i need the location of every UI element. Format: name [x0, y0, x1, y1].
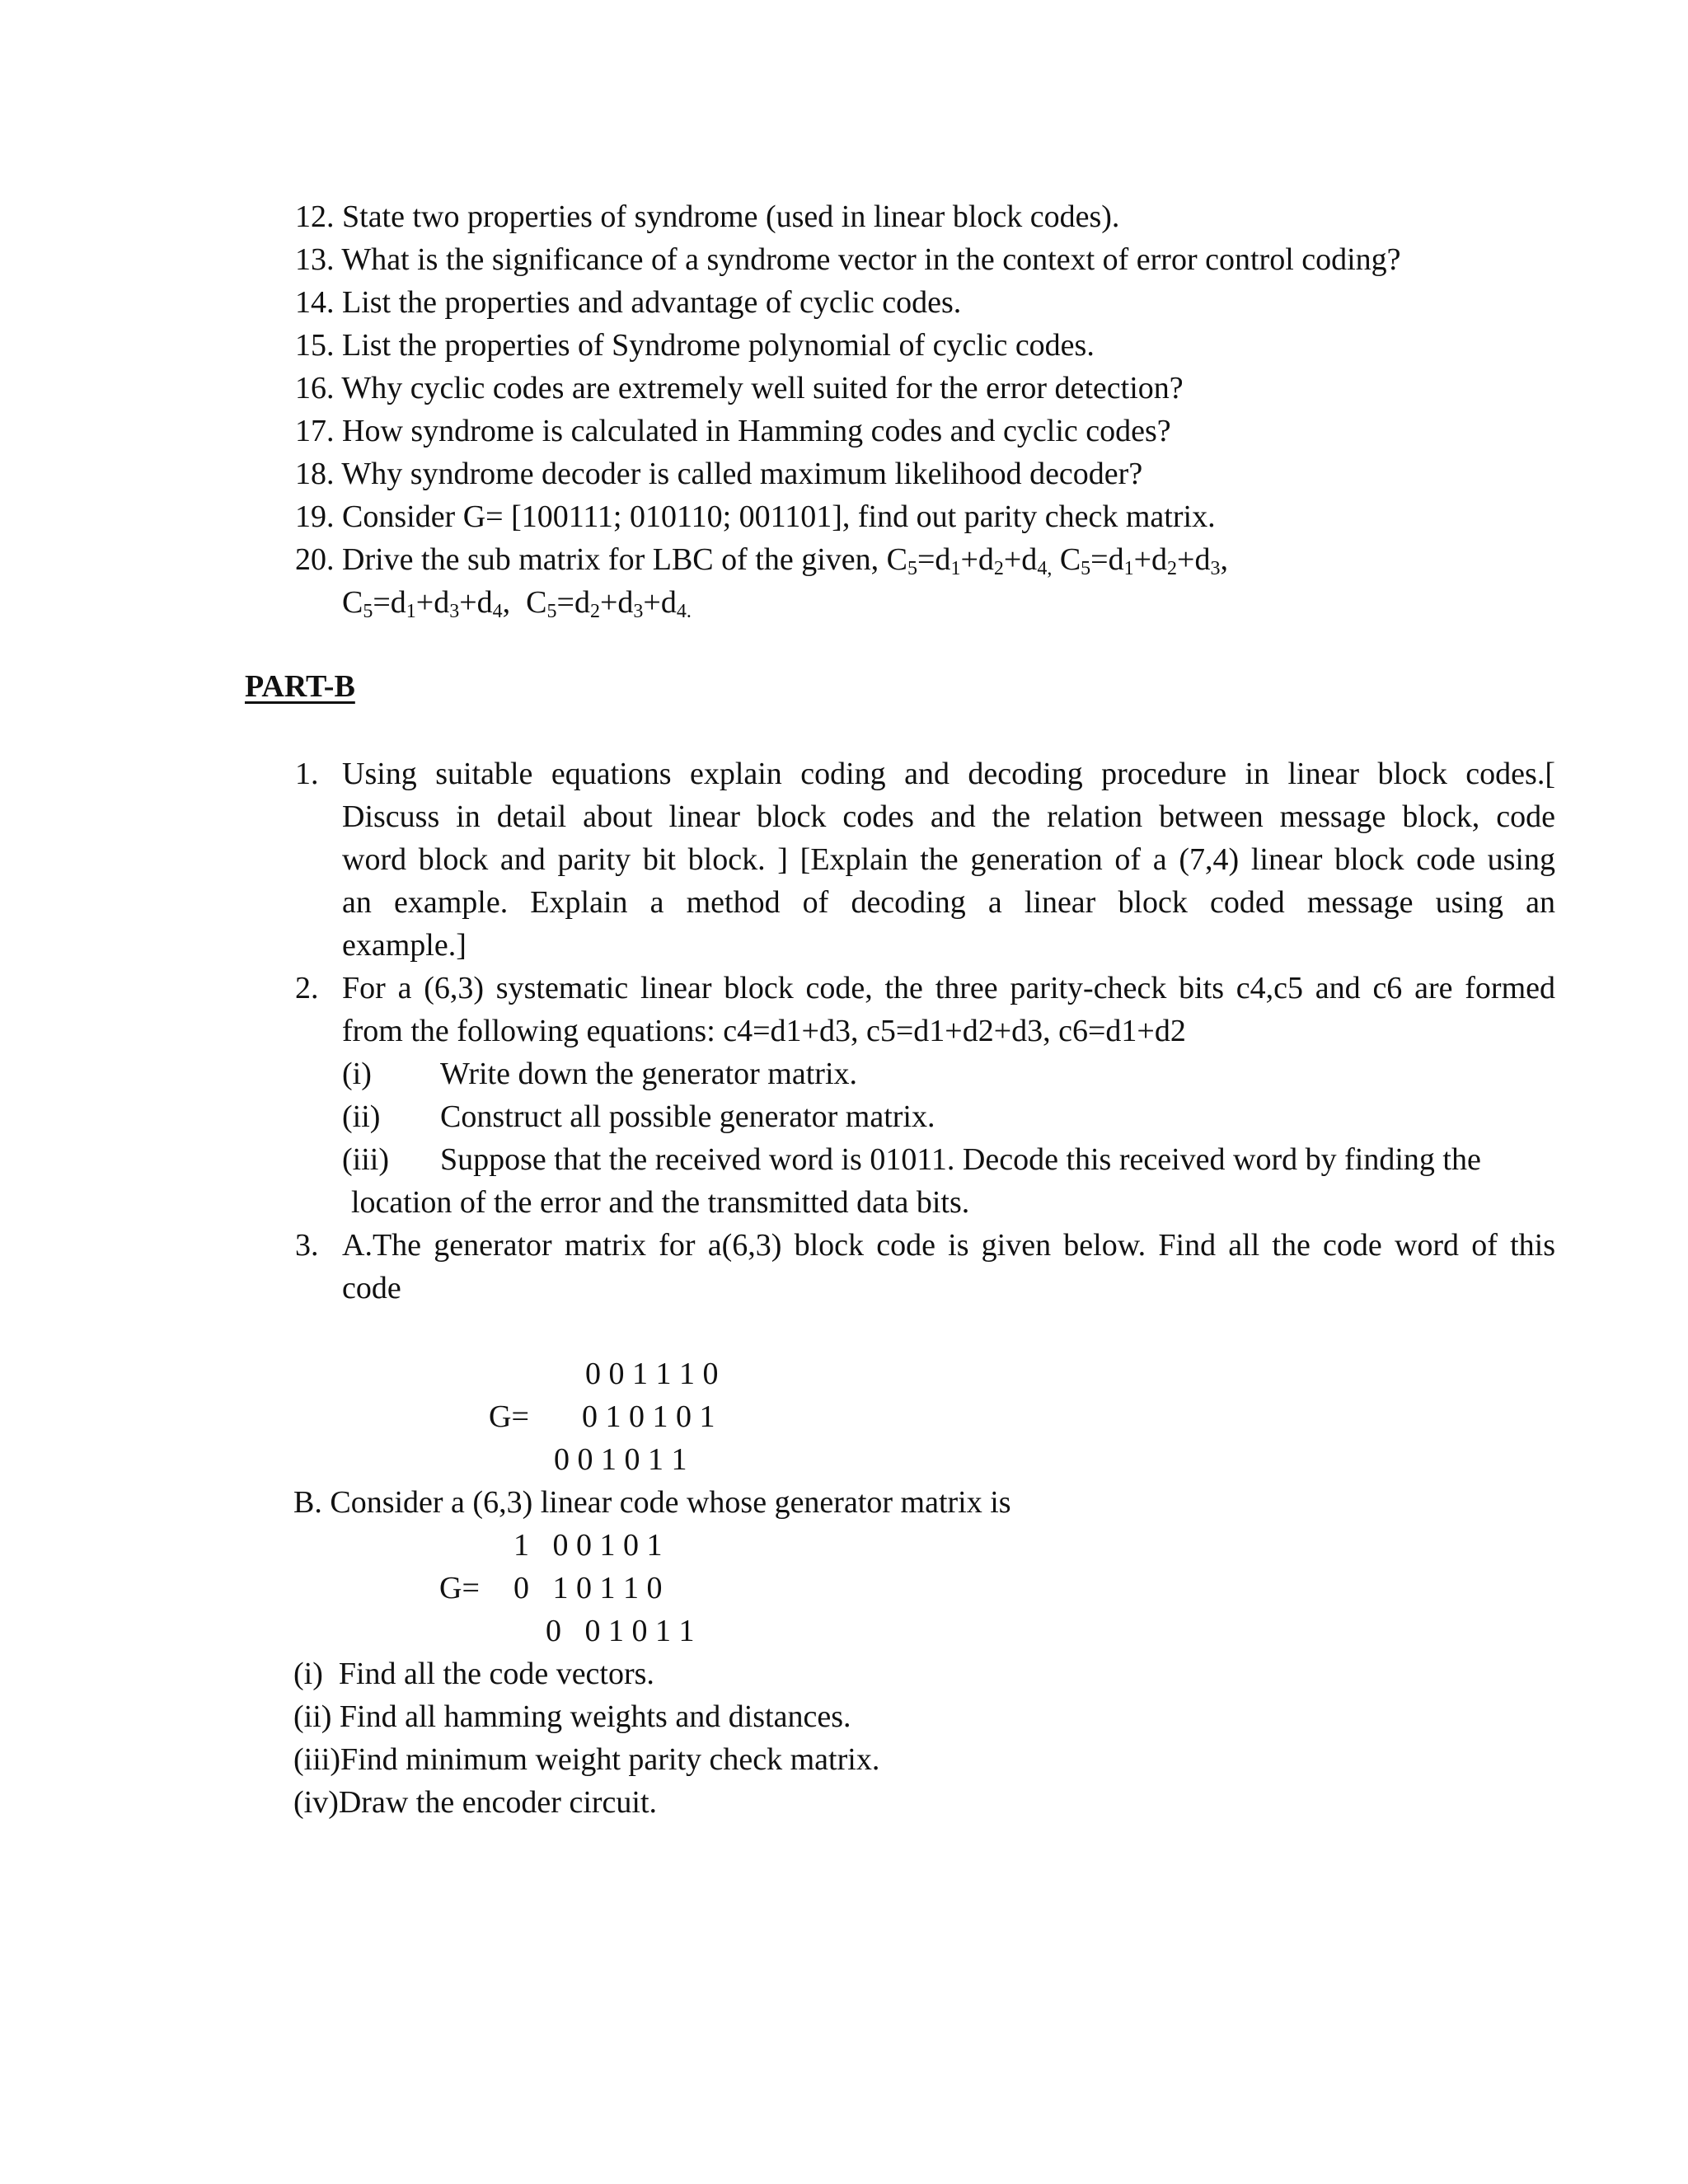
- text-line: Discuss in detail about linear block codes and the relation between message block, code: [342, 799, 1555, 834]
- question-text: Drive the sub matrix for LBC of the given,: [342, 542, 879, 577]
- question-17: [295, 415, 1171, 447]
- part-b-q2-number: 2.: [295, 971, 319, 1005]
- question-number: 12.: [295, 199, 335, 234]
- question-number: 20.: [295, 542, 335, 577]
- part-b-q2-line2: from the following equations: c4=d1+d3, c5=d1+d2+d3, c6=d1+d2: [342, 1014, 1186, 1048]
- question-20-continuation: [342, 585, 692, 622]
- part-b-q1-last-line: example.]: [342, 928, 467, 963]
- question-number: 19.: [295, 499, 335, 534]
- equation: $C_5=d_2+d_3+d_{4.}$: [526, 585, 692, 622]
- question-text: List the properties and advantage of cyclic codes.: [342, 285, 962, 320]
- matrix-a-row-3: 0 0 1 0 1 1: [554, 1442, 687, 1477]
- question-13: [295, 244, 1401, 275]
- subpart-label: (ii): [342, 1099, 381, 1134]
- subpart-text: Construct all possible generator matrix.: [440, 1099, 935, 1134]
- matrix-b-row-1: 1 0 0 1 0 1: [513, 1528, 663, 1563]
- question-number: 14.: [295, 285, 335, 320]
- part-b-q1-text: [342, 758, 1555, 930]
- question-number: 18.: [295, 457, 335, 491]
- equation: $C_5=d_1+d_2+d_3$,: [1059, 542, 1228, 579]
- equation: $C_5=d_1+d_3+d_4$,: [342, 585, 511, 622]
- matrix-b-row-2: 0 1 0 1 1 0: [513, 1571, 663, 1605]
- part-b-q3-number: 3.: [295, 1228, 319, 1263]
- matrix-a-label: G=: [489, 1399, 529, 1434]
- matrix-a-row-1: 0 0 1 1 1 0: [585, 1357, 719, 1391]
- question-number: 16.: [295, 371, 335, 405]
- part-b-q3-text: [342, 1230, 1555, 1272]
- part-b-q1-number: 1.: [295, 757, 319, 791]
- matrix-b-row-3: 0 0 1 0 1 1: [546, 1614, 695, 1648]
- part-b-q3b-intro: B. Consider a (6,3) linear code whose generator matrix is: [293, 1485, 1011, 1520]
- text-line: word block and parity bit block. ] [Explain the generation of a (7,4) linear block code using: [342, 842, 1555, 877]
- text-line: A.The generator matrix for a(6,3) block code is given below. Find all the code word of this: [342, 1228, 1555, 1263]
- question-15: [295, 330, 1095, 361]
- subpart-text: Write down the generator matrix.: [440, 1057, 858, 1091]
- question-text: Why cyclic codes are extremely well suited for the error detection?: [341, 371, 1184, 405]
- question-18: [295, 458, 1142, 490]
- task-item: (ii) Find all hamming weights and distances.: [293, 1699, 851, 1734]
- matrix-b-label: G=: [439, 1571, 480, 1605]
- part-b-q3-line2: code: [342, 1271, 401, 1305]
- text-line: For a (6,3) systematic linear block code, the three parity-check bits c4,c5 and c6 are formed: [342, 971, 1555, 1005]
- subpart-text: Suppose that the received word is 01011. Decode this received word by finding the: [440, 1142, 1481, 1177]
- equation: $C_5=d_1+d_2+d_{4,}$: [886, 542, 1053, 579]
- question-20: [295, 542, 1228, 579]
- question-14: [295, 287, 961, 318]
- text-line: Using suitable equations explain coding and decoding procedure in linear block codes.[: [342, 757, 1555, 791]
- part-b-heading: PART-B: [245, 669, 355, 704]
- question-text: What is the significance of a syndrome vector in the context of error control coding?: [341, 242, 1401, 277]
- question-16: [295, 373, 1184, 404]
- question-text: List the properties of Syndrome polynomial of cyclic codes.: [342, 328, 1095, 363]
- question-12: [295, 201, 1119, 232]
- text-line: an example. Explain a method of decoding a linear block coded message using an: [342, 885, 1555, 920]
- subpart-label: (i): [342, 1057, 372, 1091]
- question-number: 17.: [295, 414, 335, 448]
- question-text: How syndrome is calculated in Hamming codes and cyclic codes?: [342, 414, 1171, 448]
- question-text: State two properties of syndrome (used in linear block codes).: [342, 199, 1120, 234]
- question-19: [295, 501, 1216, 532]
- task-item: (i) Find all the code vectors.: [293, 1657, 654, 1691]
- matrix-a-row-2: 0 1 0 1 0 1: [582, 1399, 715, 1434]
- subpart-continuation: location of the error and the transmitted data bits.: [351, 1185, 970, 1220]
- question-text: Consider G= [100111; 010110; 001101], find out parity check matrix.: [342, 499, 1216, 534]
- task-item: (iv)Draw the encoder circuit.: [293, 1785, 658, 1820]
- question-number: 15.: [295, 328, 335, 363]
- part-b-q2-text: [342, 972, 1555, 1015]
- subpart-label: (iii): [342, 1142, 389, 1177]
- question-text: Why syndrome decoder is called maximum likelihood decoder?: [341, 457, 1143, 491]
- question-number: 13.: [295, 242, 335, 277]
- task-item: (iii)Find minimum weight parity check matrix.: [293, 1742, 880, 1777]
